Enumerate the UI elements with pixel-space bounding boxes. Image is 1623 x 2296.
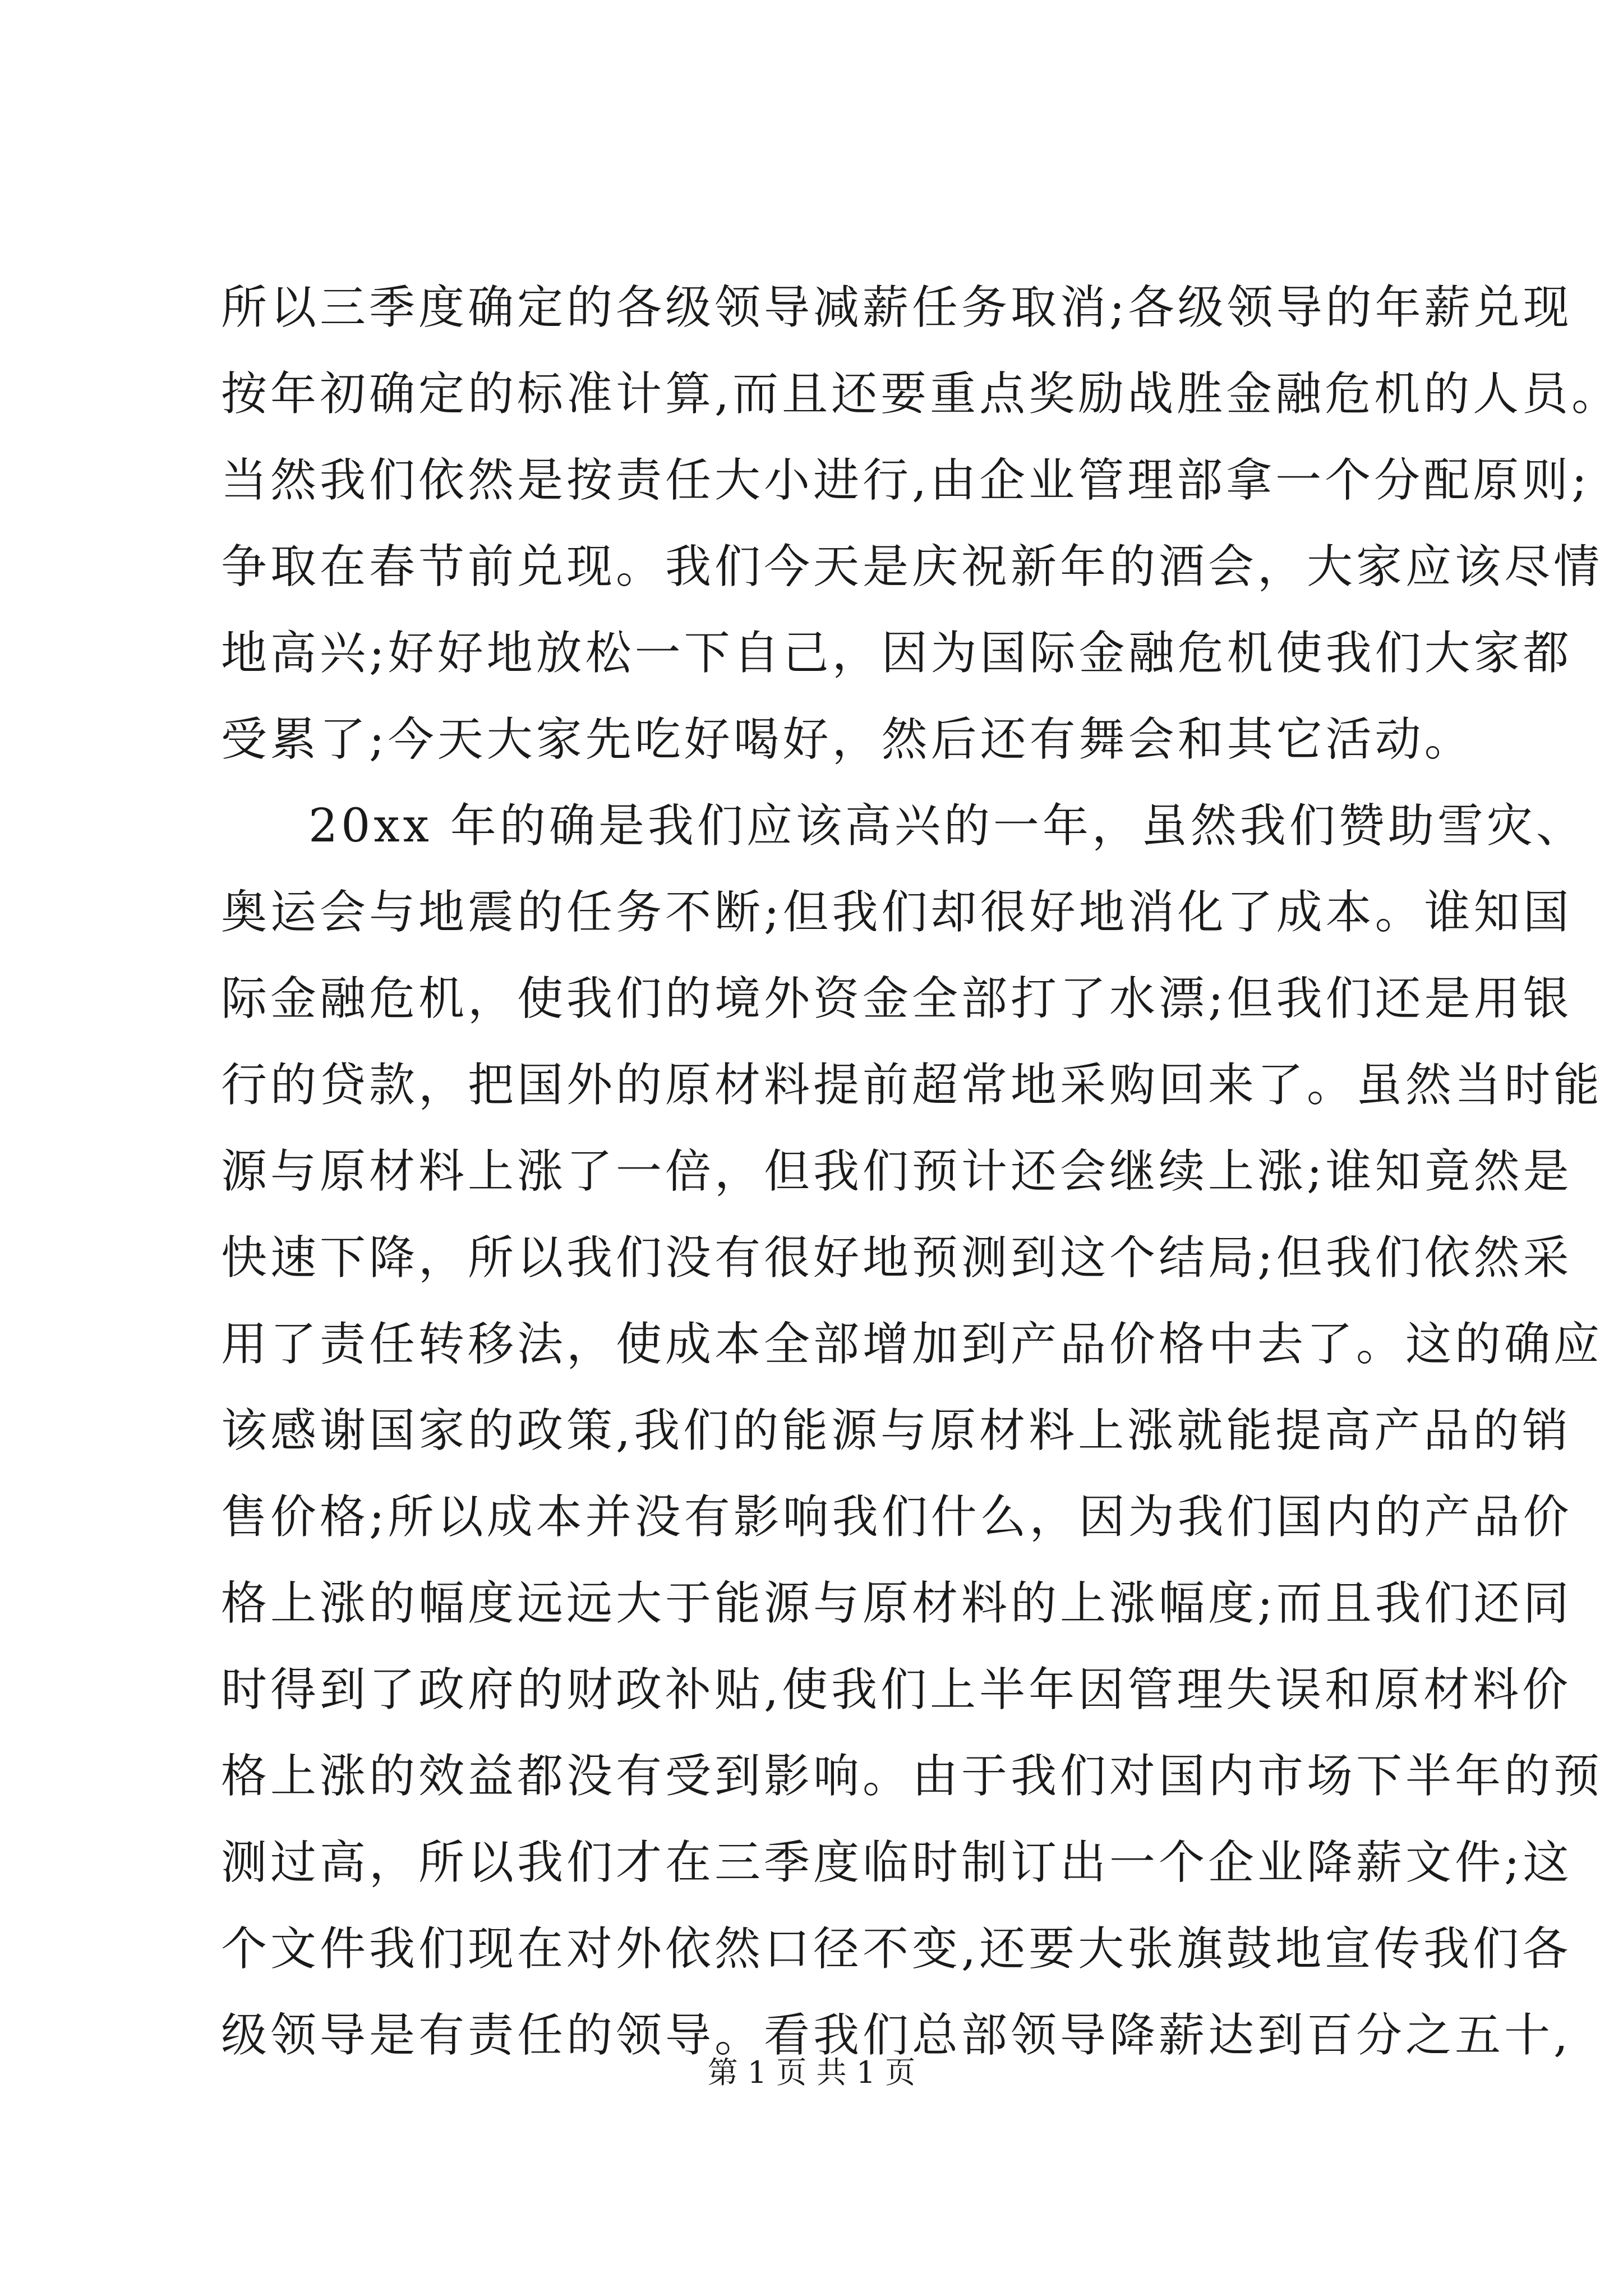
text-line: 用了责任转移法，使成本全部增加到产品价格中去了。这的确应: [221, 1318, 1603, 1371]
text-line: 格上涨的幅度远远大于能源与原材料的上涨幅度;而且我们还同: [221, 1577, 1573, 1630]
text-line: 该感谢国家的政策,我们的能源与原材料上涨就能提高产品的销: [221, 1404, 1572, 1457]
text-line: 快速下降，所以我们没有很好地预测到这个结局;但我们依然采: [221, 1231, 1573, 1285]
text-line: 当然我们依然是按责任大小进行,由企业管理部拿一个分配原则;: [221, 454, 1590, 507]
body-text: [221, 265, 1621, 2079]
text-line: 个文件我们现在对外依然口径不变,还要大张旗鼓地宣传我们各: [221, 1922, 1572, 1976]
text-line: 级领导是有责任的领导。看我们总部领导降薪达到百分之五十,: [221, 2009, 1572, 2062]
text-line: 奥运会与地震的任务不断;但我们却很好地消化了成本。谁知国: [221, 886, 1573, 939]
text-line: 20xx 年的确是我们应该高兴的一年，虽然我们赞助雪灾、: [308, 799, 1585, 853]
text-line: 行的贷款，把国外的原材料提前超常地采购回来了。虽然当时能: [221, 1059, 1603, 1112]
text-line: 格上涨的效益都没有受到影响。由于我们对国内市场下半年的预: [221, 1750, 1603, 1803]
text-line: 测过高，所以我们才在三季度临时制订出一个企业降薪文件;这: [221, 1836, 1573, 1889]
page-footer: 第 1 页 共 1 页: [707, 2055, 916, 2090]
text-line: 所以三季度确定的各级领导减薪任务取消;各级领导的年薪兑现: [221, 281, 1573, 334]
text-line: 源与原材料上涨了一倍，但我们预计还会继续上涨;谁知竟然是: [221, 1145, 1573, 1198]
text-line: 时得到了政府的财政补贴,使我们上半年因管理失误和原材料价: [221, 1663, 1572, 1717]
text-line: 争取在春节前兑现。我们今天是庆祝新年的酒会，大家应该尽情: [221, 540, 1603, 593]
text-line: 地高兴;好好地放松一下自己，因为国际金融危机使我们大家都: [221, 627, 1573, 680]
text-line: 际金融危机，使我们的境外资金全部打了水漂;但我们还是用银: [221, 972, 1573, 1025]
text-line: 受累了;今天大家先吃好喝好，然后还有舞会和其它活动。: [221, 713, 1474, 766]
text-line: 售价格;所以成本并没有影响我们什么，因为我们国内的产品价: [221, 1490, 1573, 1544]
text-line: 按年初确定的标准计算,而且还要重点奖励战胜金融危机的人员。: [221, 367, 1621, 421]
